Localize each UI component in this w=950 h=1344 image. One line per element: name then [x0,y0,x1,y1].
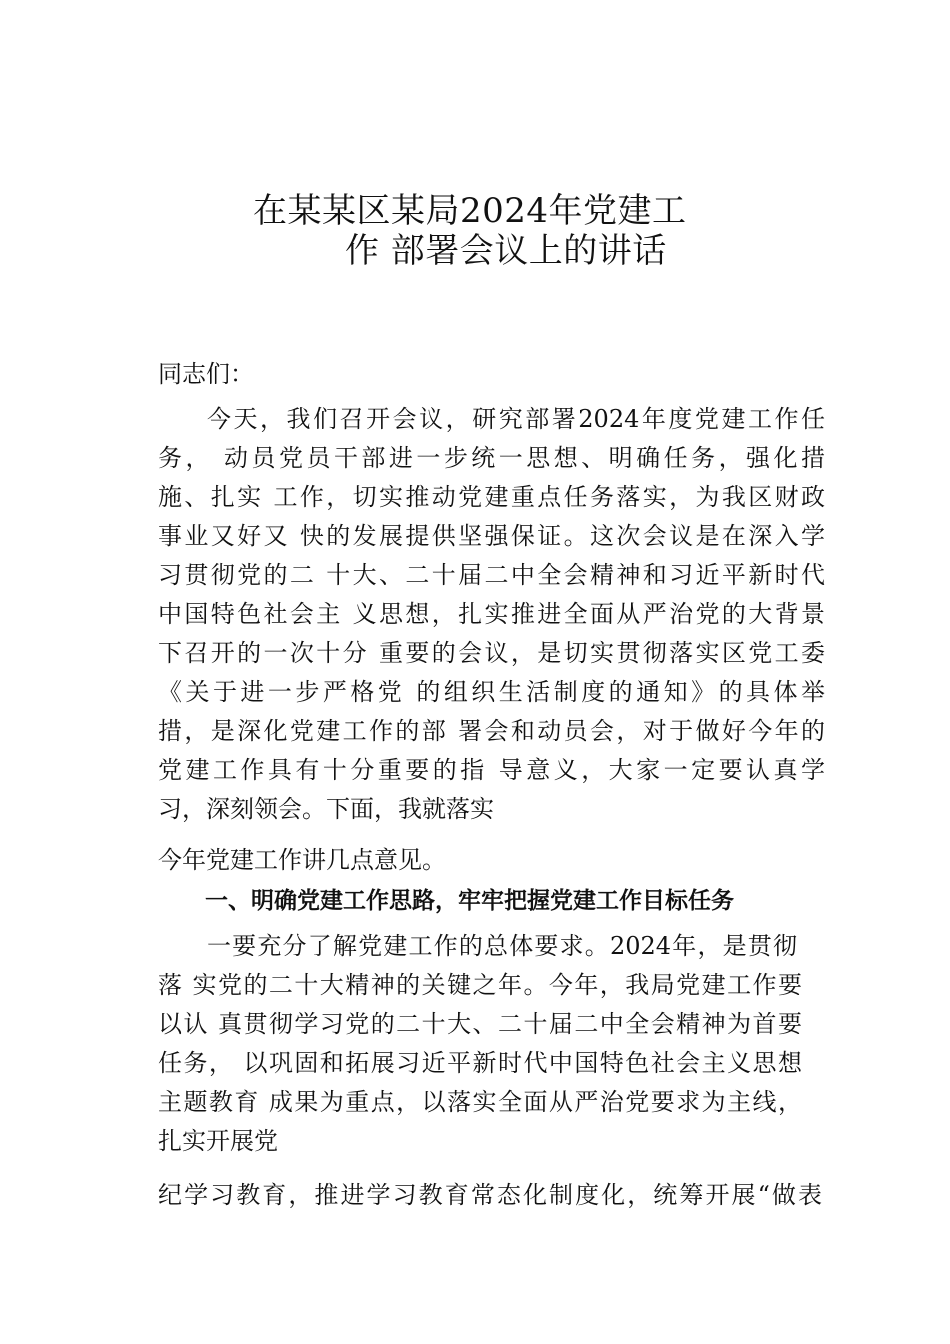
paragraph-2-line: 主题教育 成果为重点，以落实全面从严治党要求为主线， [158,1088,802,1116]
paragraph-1-line: 习贯彻党的二 十大、二十届二中全会精神和习近平新时代 [158,561,825,589]
paragraph-2-line: 任务， 以巩固和拓展习近平新时代中国特色社会主义思想 [158,1049,802,1077]
paragraph-1-line: 中国特色社会主 义思想，扎实推进全面从严治党的大背景 [158,600,825,628]
paragraph-2-line: 以认 真贯彻学习党的二十大、二十届二中全会精神为首要 [158,1010,802,1038]
paragraph-1-line: 《关于进一步严格党 的组织生活制度的通知》的具体举 [158,678,825,706]
salutation: 同志们： [158,360,254,388]
paragraph-2-tail: 纪学习教育，推进学习教育常态化制度化，统筹开展“做表 [158,1181,822,1209]
paragraph-2-line: 落 实党的二十大精神的关键之年。今年，我局党建工作要 [158,971,802,999]
paragraph-1-line: 党建工作具有十分重要的指 导意义，大家一定要认真学 [158,756,825,784]
paragraph-2-line: 扎实开展党 [158,1127,278,1155]
document-title-line-1: 在某某区某局2024年党建工 [253,191,687,231]
paragraph-1-line: 今天，我们召开会议，研究部署2024年度党建工作任 [207,405,825,433]
paragraph-1-line: 措，是深化党建工作的部 署会和动员会，对于做好今年的 [158,717,825,745]
paragraph-1-line: 习，深刻领会。下面，我就落实 [158,795,494,823]
document-title-line-2: 作 部署会议上的讲话 [345,231,667,271]
paragraph-1-line: 事业又好又 快的发展提供坚强保证。这次会议是在深入学 [158,522,825,550]
paragraph-1-line: 施、扎实 工作，切实推动党建重点任务落实，为我区财政 [158,483,825,511]
paragraph-1-line: 下召开的一次十分 重要的会议，是切实贯彻落实区党工委 [158,639,825,667]
paragraph-1-tail: 今年党建工作讲几点意见。 [158,846,446,874]
section-heading: 一、明确党建工作思路，牢牢把握党建工作目标任务 [205,888,734,914]
paragraph-2-line: 一要充分了解党建工作的总体要求。2024年，是贯彻 [207,932,797,960]
paragraph-1-line: 务， 动员党员干部进一步统一思想、明确任务，强化措 [158,444,825,472]
